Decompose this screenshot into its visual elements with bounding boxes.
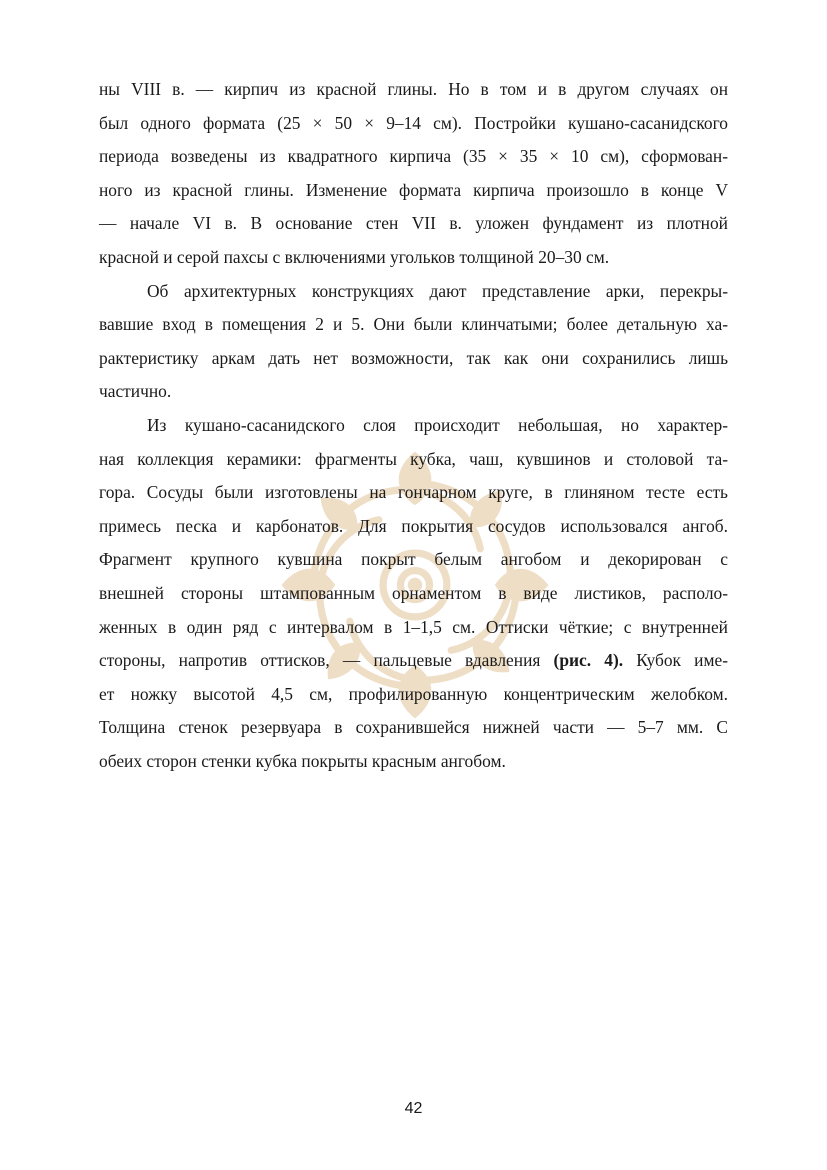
- text-line: — начале VI в. В основание стен VII в. уложен фундамент из плотной: [99, 213, 728, 234]
- text-line: ет ножку высотой 4,5 см, профилированную концентрическим желобком.: [99, 683, 728, 704]
- text-line: рактеристику аркам дать нет возможности, так как они сохранились лишь: [99, 347, 728, 368]
- text-line: внешней стороны штампованным орнаментом в виде листиков, располо-: [99, 582, 728, 603]
- figure-reference: (рис. 4).: [553, 650, 624, 671]
- text-line: Об архитектурных конструкциях дают представление арки, перекры-: [147, 280, 728, 301]
- text-line: женных в один ряд с интервалом в 1–1,5 см. Оттиски чёткие; с внутренней: [99, 616, 728, 637]
- text-line: гора. Сосуды были изготовлены на гончарном круге, в глиняном тесте есть: [99, 482, 728, 503]
- text-line: ны VIII в. — кирпич из красной глины. Но в том и в другом случаях он: [99, 79, 728, 99]
- text-segment: стороны, напротив оттисков, — пальцевые вдавления: [99, 650, 554, 671]
- text-line: частично.: [99, 381, 172, 402]
- text-line: обеих сторон стенки кубка покрыты красным ангобом.: [99, 750, 506, 771]
- text-line: Из кушано-сасанидского слоя происходит небольшая, но характер-: [147, 414, 728, 435]
- text-line: периода возведены из квадратного кирпича (35 × 35 × 10 см), сформован-: [99, 146, 728, 167]
- text-line: примесь песка и карбонатов. Для покрытия сосудов использовался ангоб.: [99, 515, 728, 536]
- text-line: Толщина стенок резервуара в сохранившейся нижней части — 5–7 мм. С: [99, 717, 728, 738]
- text-line: ная коллекция керамики: фрагменты кубка, чаш, кувшинов и столовой та-: [99, 448, 728, 469]
- text-line-with-figure-ref: [99, 644, 728, 678]
- text-line: красной и серой пахсы с включениями угольков толщиной 20–30 см.: [99, 246, 610, 267]
- text-line: Фрагмент крупного кувшина покрыт белым ангобом и декорирован с: [99, 549, 728, 570]
- text-line: был одного формата (25 × 50 × 9–14 см). Постройки кушано-сасанидского: [99, 112, 728, 133]
- text-line: вавшие вход в помещения 2 и 5. Они были клинчатыми; более детальную ха-: [99, 314, 728, 335]
- body-text: [99, 73, 728, 778]
- page-number: 42: [404, 1100, 423, 1117]
- text-segment: Кубок име-: [623, 650, 728, 671]
- text-line: ного из красной глины. Изменение формата кирпича произошло в конце V: [99, 179, 728, 200]
